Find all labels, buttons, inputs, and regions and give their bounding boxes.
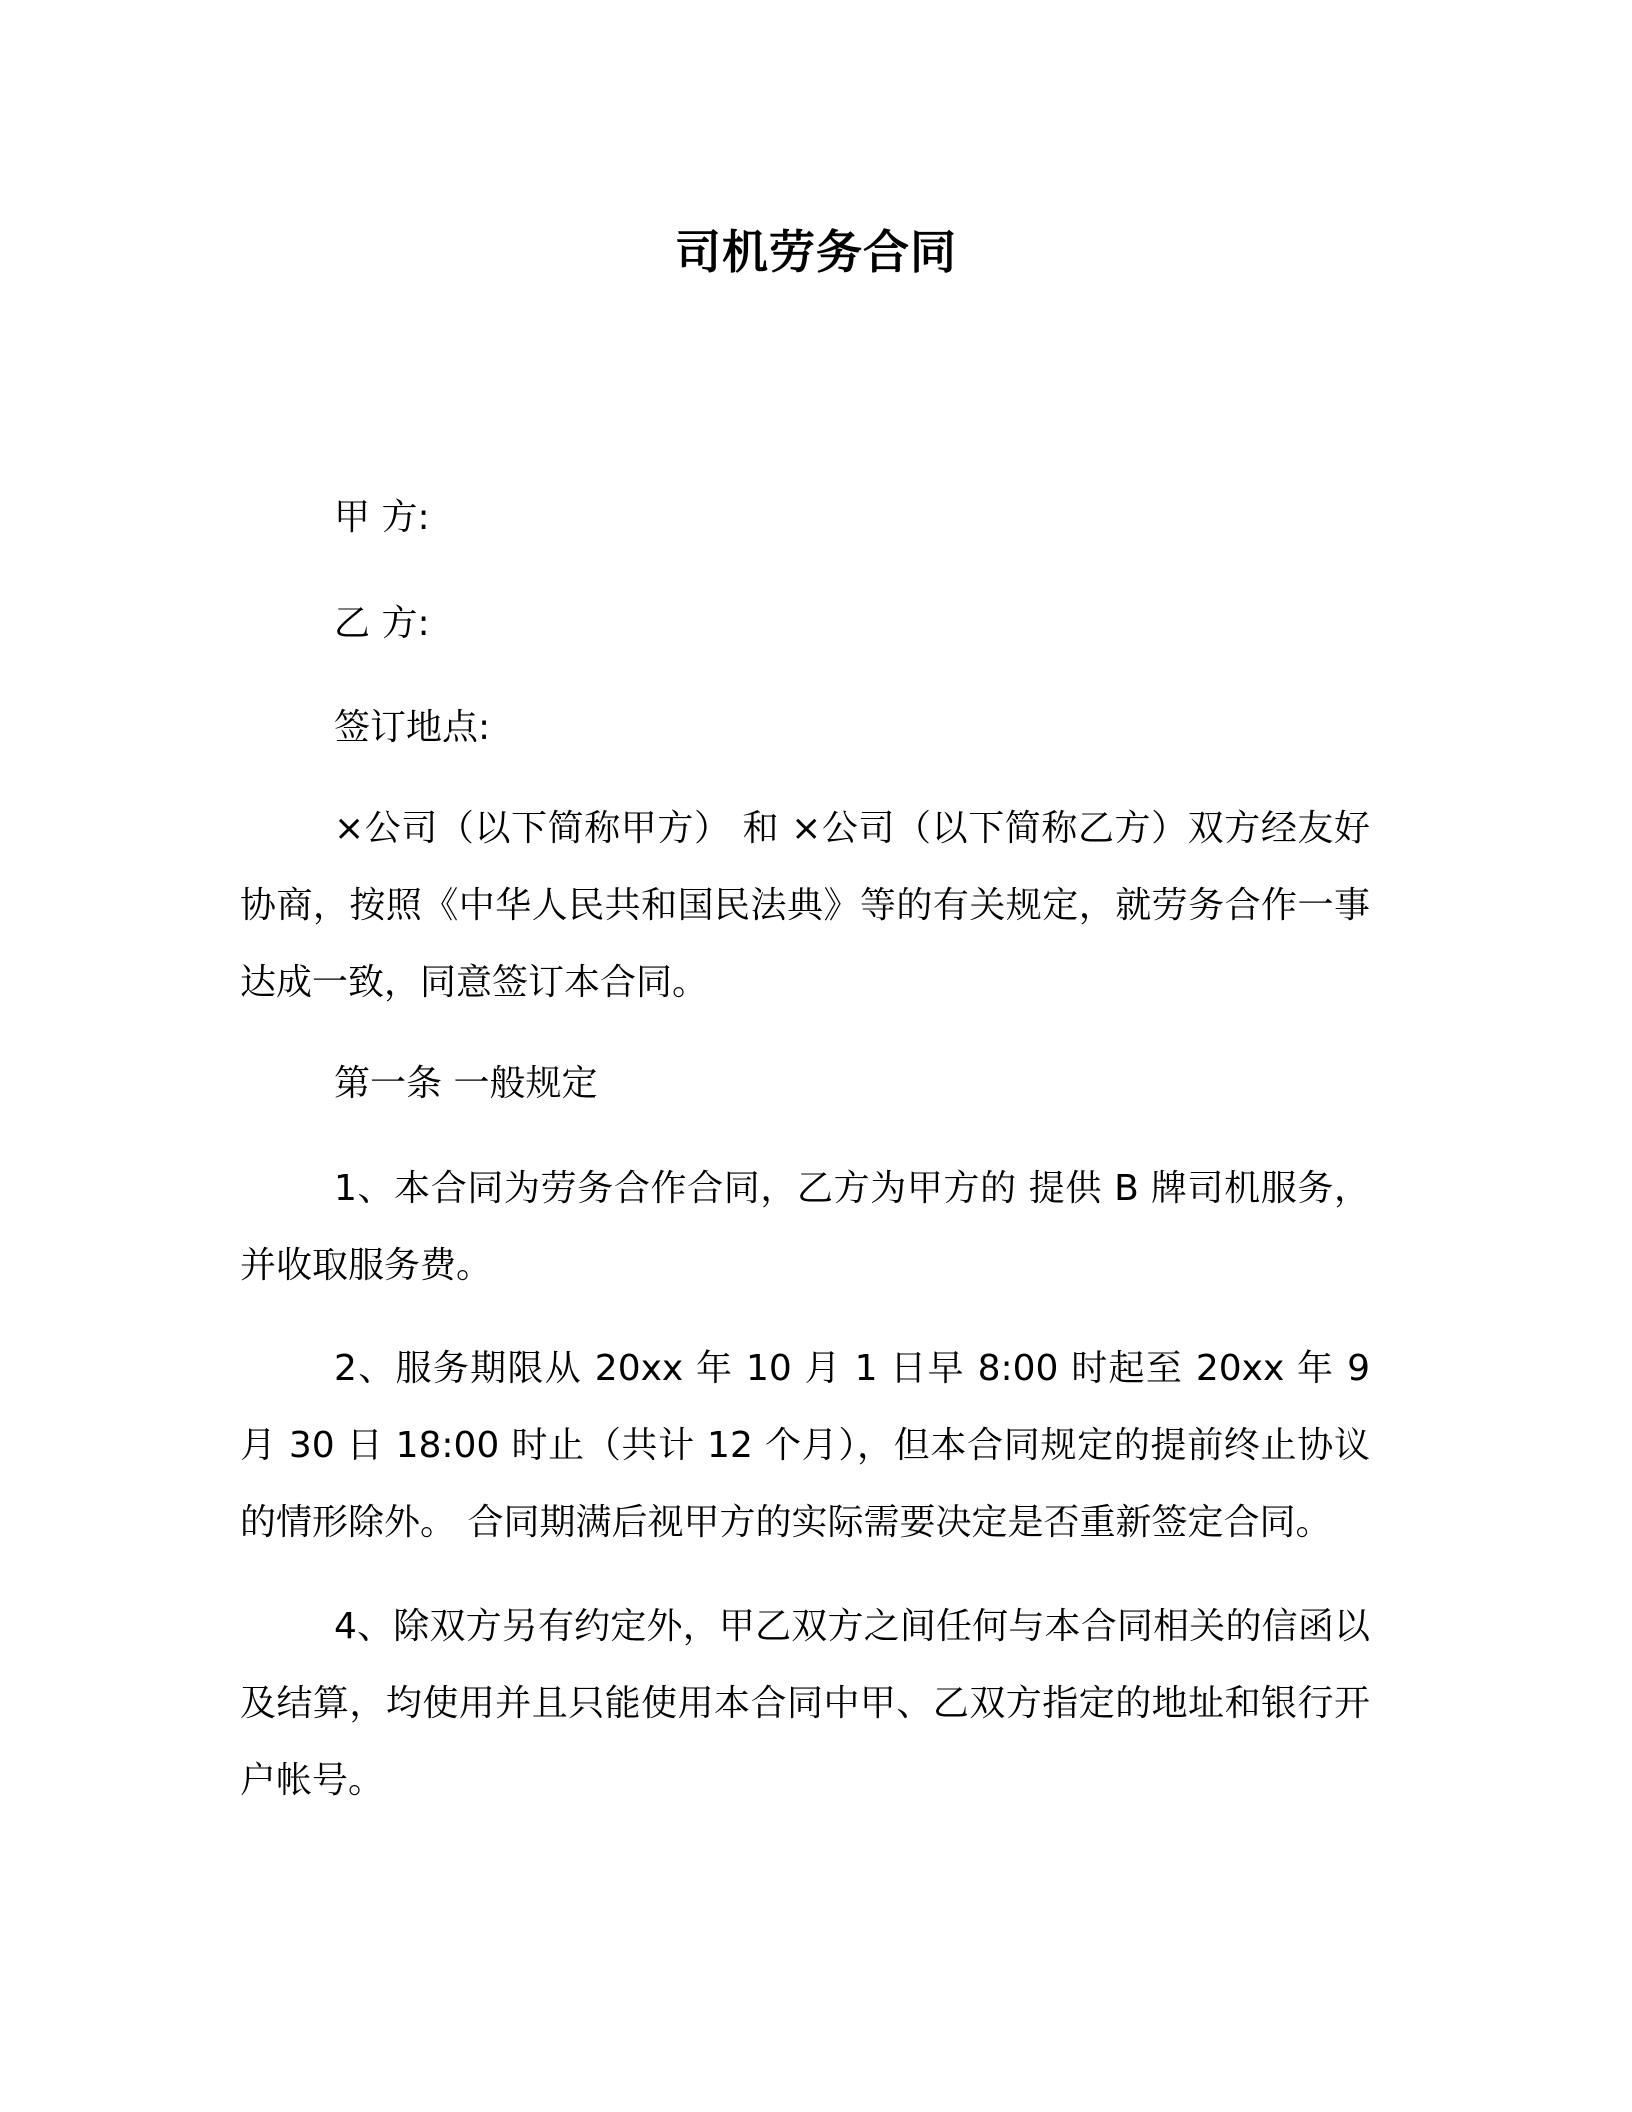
article-1-heading: 第一条 一般规定 [334,1063,598,1104]
clause-2-paragraph: 2、服务期限从 20xx 年 10 月 1 日早 8:00 时起至 20xx 年 9 月 30 日 18:00 时止（共计 12 个月），但本合同规定的提前终止协议的情形除外。 合同期满后视甲方的实际需要决定是否重新签定合同。 [240,1348,1370,1543]
party-b-field: 乙 方: [334,603,430,644]
signing-place-field: 签订地点: [334,707,491,748]
document-title: 司机劳务合同 [675,225,957,279]
intro-paragraph: ×公司（以下简称甲方） 和 ×公司（以下简称乙方）双方经友好协商，按照《中华人民共和国民法典》等的有关规定，就劳务合作一事达成一致，同意签订本合同。 [240,808,1370,1003]
clause-1-paragraph: 1、本合同为劳务合作合同，乙方为甲方的 提供 B 牌司机服务，并收取服务费。 [240,1168,1370,1286]
party-a-field: 甲 方: [334,497,430,538]
clause-4-paragraph: 4、除双方另有约定外，甲乙双方之间任何与本合同相关的信函以及结算，均使用并且只能使用本合同中甲、乙双方指定的地址和银行开户帐号。 [240,1606,1370,1801]
